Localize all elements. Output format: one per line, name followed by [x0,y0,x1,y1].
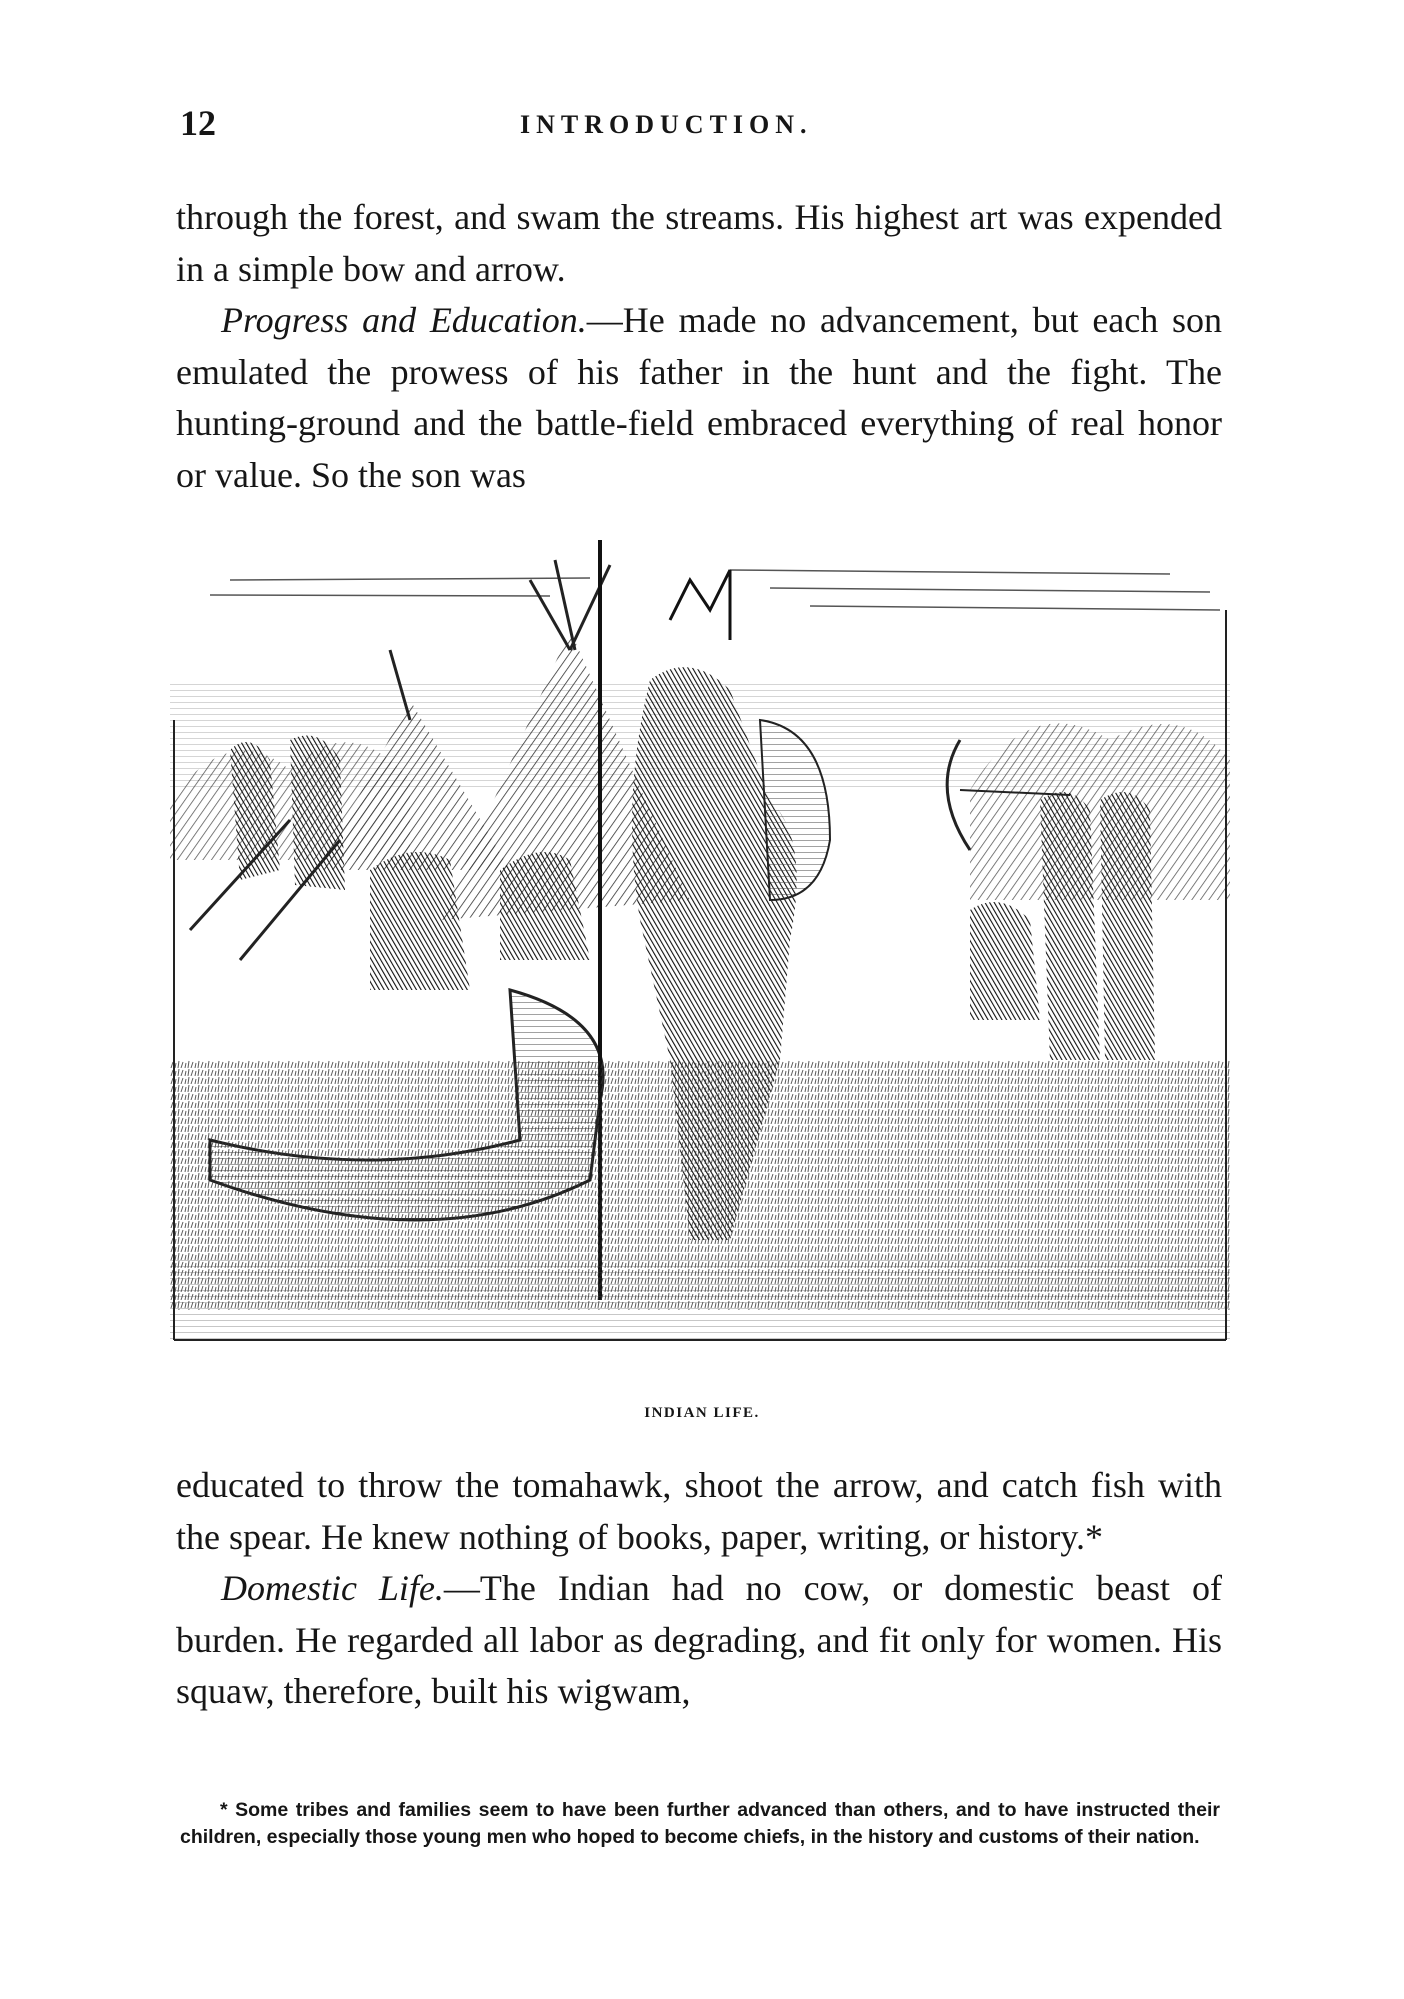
paragraph: through the forest, and swam the streams. His highest art was expended in a simple bow and arrow. [176,197,1222,289]
running-head: INTRODUCTION. [520,110,813,139]
footnote: * Some tribes and families seem to have been further advanced than others, and to have instructed their children, especially those young men who hoped to become chiefs, in the history and customs of their nation. [180,1799,1220,1848]
paragraph-body: —The Indian had no cow, or domestic beast of burden. He regarded all labor as degrading, and fit only for women. His squaw, therefore, built his wigwam, [176,1568,1222,1711]
page-number: 12 [180,103,216,143]
paragraph [176,1563,1222,1718]
paragraph-body: —He made no advancement, but each son emulated the prowess of his father in the hunt and the fight. The hunting-ground and the battle-field embraced everything of real honor or value. So the son was [176,300,1223,495]
body-text-top [176,192,1222,501]
paragraph: educated to throw the tomahawk, shoot the arrow, and catch fish with the spear. He knew nothing of books, paper, writing, or history.* [176,1465,1222,1557]
body-text-bottom [176,1460,1222,1718]
paragraph [176,295,1222,501]
ground [170,1060,1230,1340]
figure-caption: INDIAN LIFE. [644,1405,760,1421]
run-in-heading: Domestic Life. [221,1568,444,1608]
indian-life-engraving [170,540,1230,1390]
run-in-heading: Progress and Education. [221,300,587,340]
